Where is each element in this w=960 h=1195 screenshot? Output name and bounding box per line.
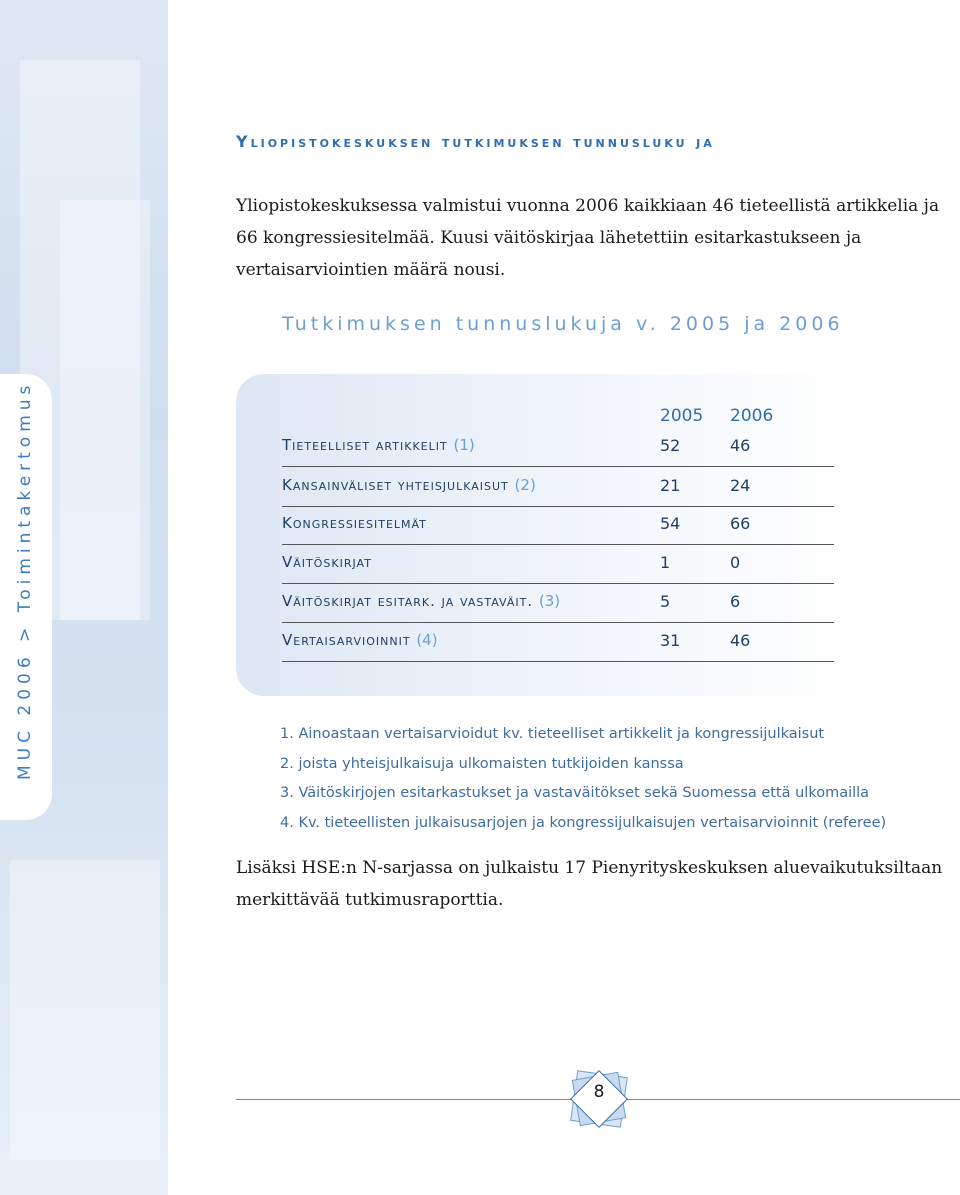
footnote: 4. Kv. tieteellisten julkaisusarjojen ja kongressijulkaisujen vertaisarvioinnit (referee) (280, 814, 887, 831)
year-header-2005: 2005 (660, 406, 704, 426)
footnote: 1. Ainoastaan vertaisarvioidut kv. tieteelliset artikkelit ja kongressijulkaisut (280, 726, 825, 742)
row-label-text: Kongressiesitelmät (282, 514, 427, 532)
row-label (282, 476, 536, 494)
row-label (282, 592, 560, 610)
value-2006: 24 (730, 476, 751, 495)
row-label-text: Kansainväliset yhteisjulkaisut (282, 476, 509, 494)
row-note: (4) (416, 631, 438, 649)
section-title-text: Yliopistokeskuksen tutkimuksen tunnusluku ja (236, 132, 715, 151)
row-label (282, 436, 475, 454)
table-row (282, 428, 834, 467)
page-number: 8 (593, 1082, 605, 1102)
row-note: (3) (538, 592, 561, 610)
intro-paragraph: Yliopistokeskuksessa valmistui vuonna 2006 kaikkiaan 46 tieteellistä artikkelia ja 66 kongressiesitelmää. Kuusi väitöskirjaa lähetettiin esitarkastukseen ja vertaisarviointien määrä nousi. (236, 196, 940, 280)
value-2006: 66 (730, 514, 751, 533)
sidebar-title: MUC 2006 > Toimintakertomus (15, 380, 35, 780)
value-2005: 21 (660, 476, 681, 495)
value-2005: 1 (660, 553, 671, 572)
value-2006: 6 (730, 592, 741, 611)
footnotes (280, 720, 886, 838)
value-2006: 46 (730, 436, 751, 455)
value-2005: 54 (660, 514, 681, 533)
table-row (282, 545, 834, 584)
row-label-text: Väitöskirjat esitark. ja vastaväit. (282, 592, 534, 610)
row-note: (1) (453, 436, 475, 454)
row-label-text: Väitöskirjat (282, 553, 372, 571)
year-header-2006: 2006 (730, 406, 774, 426)
value-2005: 5 (660, 592, 671, 611)
footnote: 2. joista yhteisjulkaisuja ulkomaisten tutkijoiden kanssa (280, 755, 684, 772)
table-subtitle: Tutkimuksen tunnuslukuja v. 2005 ja 2006 (282, 313, 844, 335)
value-2005: 31 (660, 631, 681, 650)
value-2006: 0 (730, 553, 741, 572)
section-title (236, 132, 715, 151)
value-2006: 46 (730, 631, 751, 650)
row-note: (2) (514, 476, 536, 494)
closing-paragraph: Lisäksi HSE:n N-sarjassa on julkaistu 17 Pienyrityskeskuksen aluevaikutuksiltaan merkittävää tutkimusraporttia. (236, 858, 943, 910)
row-label-text: Tieteelliset artikkelit (282, 436, 448, 454)
table-row (282, 468, 834, 507)
row-label (282, 553, 372, 571)
table-row (282, 623, 834, 662)
row-label-text: Vertaisarvioinnit (282, 631, 411, 649)
row-label (282, 631, 438, 649)
footnote: 3. Väitöskirjojen esitarkastukset ja vastaväitökset sekä Suomessa että ulkomailla (280, 785, 870, 801)
value-2005: 52 (660, 436, 681, 455)
row-label (282, 514, 427, 532)
table-row (282, 584, 834, 623)
table-row (282, 506, 834, 545)
